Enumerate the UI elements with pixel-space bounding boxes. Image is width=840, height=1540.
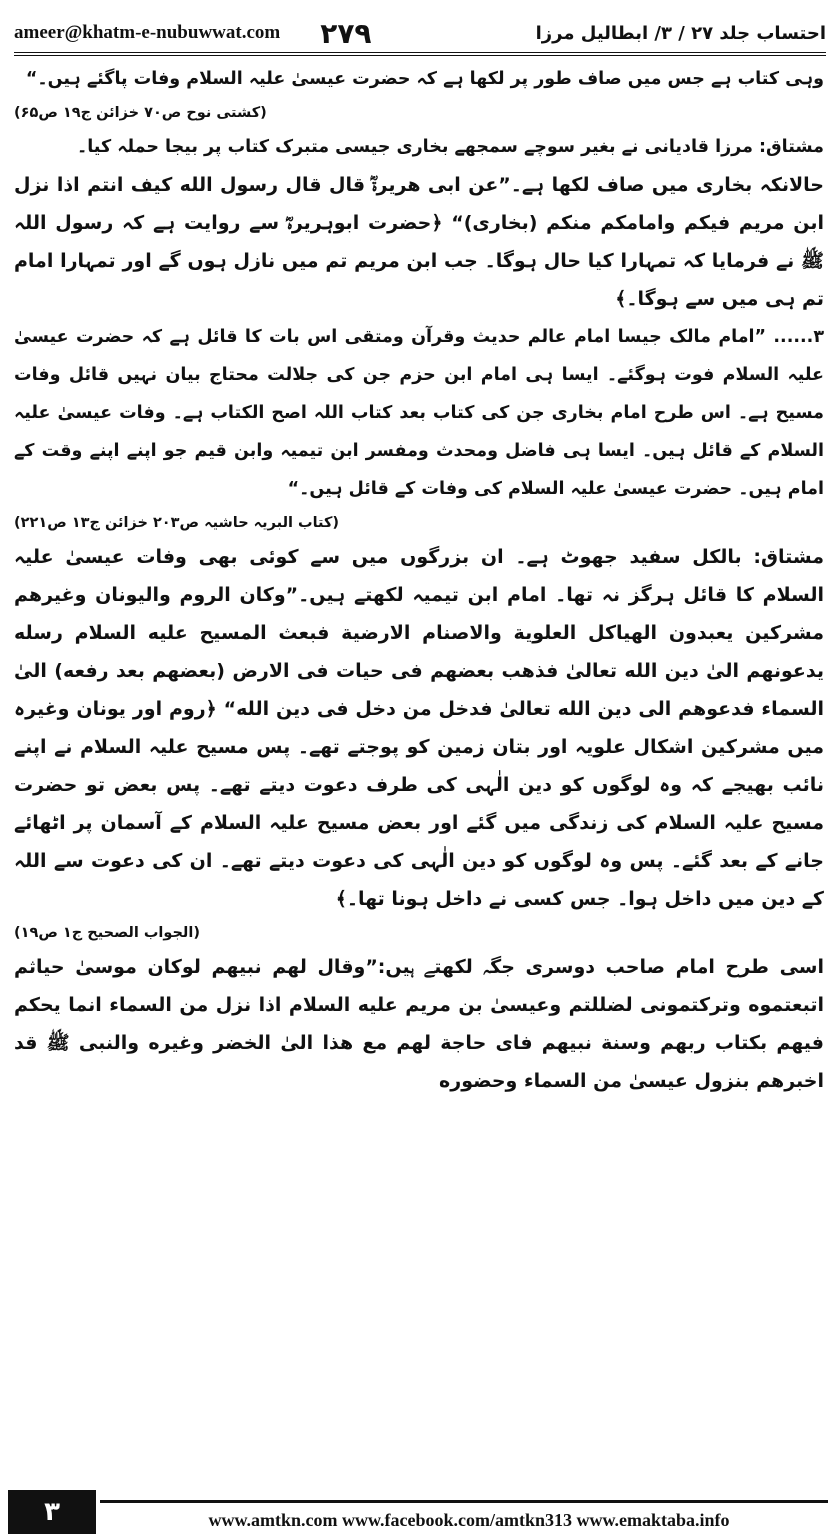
header-left	[14, 17, 372, 50]
page-header	[14, 14, 826, 56]
page-footer	[0, 1476, 840, 1540]
paragraph-3: حالانکہ بخاری میں صاف لکھا ہے۔”عن ابی هريرةؓ قال قال رسول الله كيف انتم اذا نزل ابن مريم فيكم وامامكم منكم (بخاری)“ ﴿حضرت ابوہریرہؓ سے روایت ہے کہ رسول اللہ ﷺ نے فرمایا کہ تمہارا کیا حال ہوگا۔ جب ابن مریم تم میں نازل ہوں گے اور تمہارا امام تم ہی میں سے ہوگا۔﴾	[14, 174, 824, 310]
header-email: ameer@khatm-e-nubuwwat.com	[14, 22, 281, 43]
paragraph-1: وہی کتاب ہے جس میں صاف طور پر لکھا ہے کہ حضرت عیسیٰ علیہ السلام وفات پاگئے ہیں۔“	[25, 69, 824, 89]
footer-links: www.amtkn.com www.facebook.com/amtkn313 www.emaktaba.info	[208, 1510, 730, 1530]
footer-rule	[100, 1500, 828, 1503]
book-title: احتساب جلد ۲۷ / ۳/ ابطالیل مرزا	[535, 22, 826, 44]
page-body	[14, 60, 824, 1448]
paragraph-2: مشتاق: مرزا قادیانی نے بغیر سوچے سمجھے بخاری جیسی متبرک کتاب پر بیجا حملہ کیا۔	[76, 137, 824, 157]
reference-1: (کشتی نوح ص۷۰ خزائن ج۱۹ ص۶۵)	[14, 105, 267, 121]
reference-2: (کتاب البریہ حاشیہ ص۲۰۳ خزائن ج۱۳ ص۲۲۱)	[14, 515, 340, 531]
reference-3: (الجواب الصحیح ج۱ ص۱۹)	[14, 925, 200, 941]
paragraph-6: اسی طرح امام صاحب دوسری جگہ لکھتے ہیں:”وقال لهم نبيهم لوكان موسىٰ حياثم اتبعتموه وتركتمونى لضللتم وعيسىٰ بن مريم عليه السلام اذا نزل من السماء انما يحكم فيهم بكتاب ربهم وسنة نبيهم فاى حاجة لهم مع هذا الىٰ الخضر وغيره والنبى ﷺ قد اخبرهم بنزول عيسىٰ من السماء وحضوره	[14, 956, 824, 1092]
page-number: ۲۷۹	[320, 16, 372, 50]
paragraph-5: مشتاق: بالکل سفید جھوٹ ہے۔ ان بزرگوں میں سے کوئی بھی وفات عیسیٰ علیہ السلام کا قائل ہرگز نہ تھا۔ امام ابن تیمیہ لکھتے ہیں۔”وكان الروم واليونان وغيرهم مشركين يعبدون الهياكل العلوية والاصنام الارضية فبعث المسيح عليه السلام رسله يدعونهم الىٰ دين الله تعالىٰ فذهب بعضهم فى حيات فى الارض (بعضهم بعد رفعه) الىٰ السماء فدعوهم الى دين الله تعالىٰ فدخل من دخل فى دين الله“ ﴿روم اور یونان وغیرہ میں مشرکین اشکال علویہ اور بتان زمین کو پوجتے تھے۔ پس مسیح علیہ السلام نے اپنے نائب بھیجے کہ وہ لوگوں کو دین الٰہی کی طرف دعوت دیتے تھے۔ پس بعض تو حضرت مسیح علیہ السلام کی زندگی میں گئے اور بعض مسیح علیہ السلام کے آسمان پر اٹھائے جانے کے بعد گئے۔ پس وہ لوگوں کو دین الٰہی کی دعوت دیتے تھے۔ ان کی دعوت سے اللہ کے دین میں داخل ہوا۔ جس کسی نے داخل ہونا تھا۔﴾	[14, 546, 824, 910]
paragraph-4: ۳...... ”امام مالک جیسا امام عالم حدیث وقرآن ومتقی اس بات کا قائل ہے کہ حضرت عیسیٰ علیہ السلام فوت ہوگئے۔ ایسا ہی امام ابن حزم جن کی جلالت محتاج بیان نہیں قائل وفات مسیح ہے۔ اس طرح امام بخاری جن کی کتاب بعد کتاب اللہ اصح الکتاب ہے۔ وفات عیسیٰ علیہ السلام کے قائل ہیں۔ ایسا ہی فاضل ومحدث ومفسر ابن تیمیہ وابن قیم جو اپنے اپنے وقت کے امام ہیں۔ حضرت عیسیٰ علیہ السلام کی وفات کے قائل ہیں۔“	[14, 327, 824, 499]
footer-page-index: ۳	[8, 1490, 96, 1534]
